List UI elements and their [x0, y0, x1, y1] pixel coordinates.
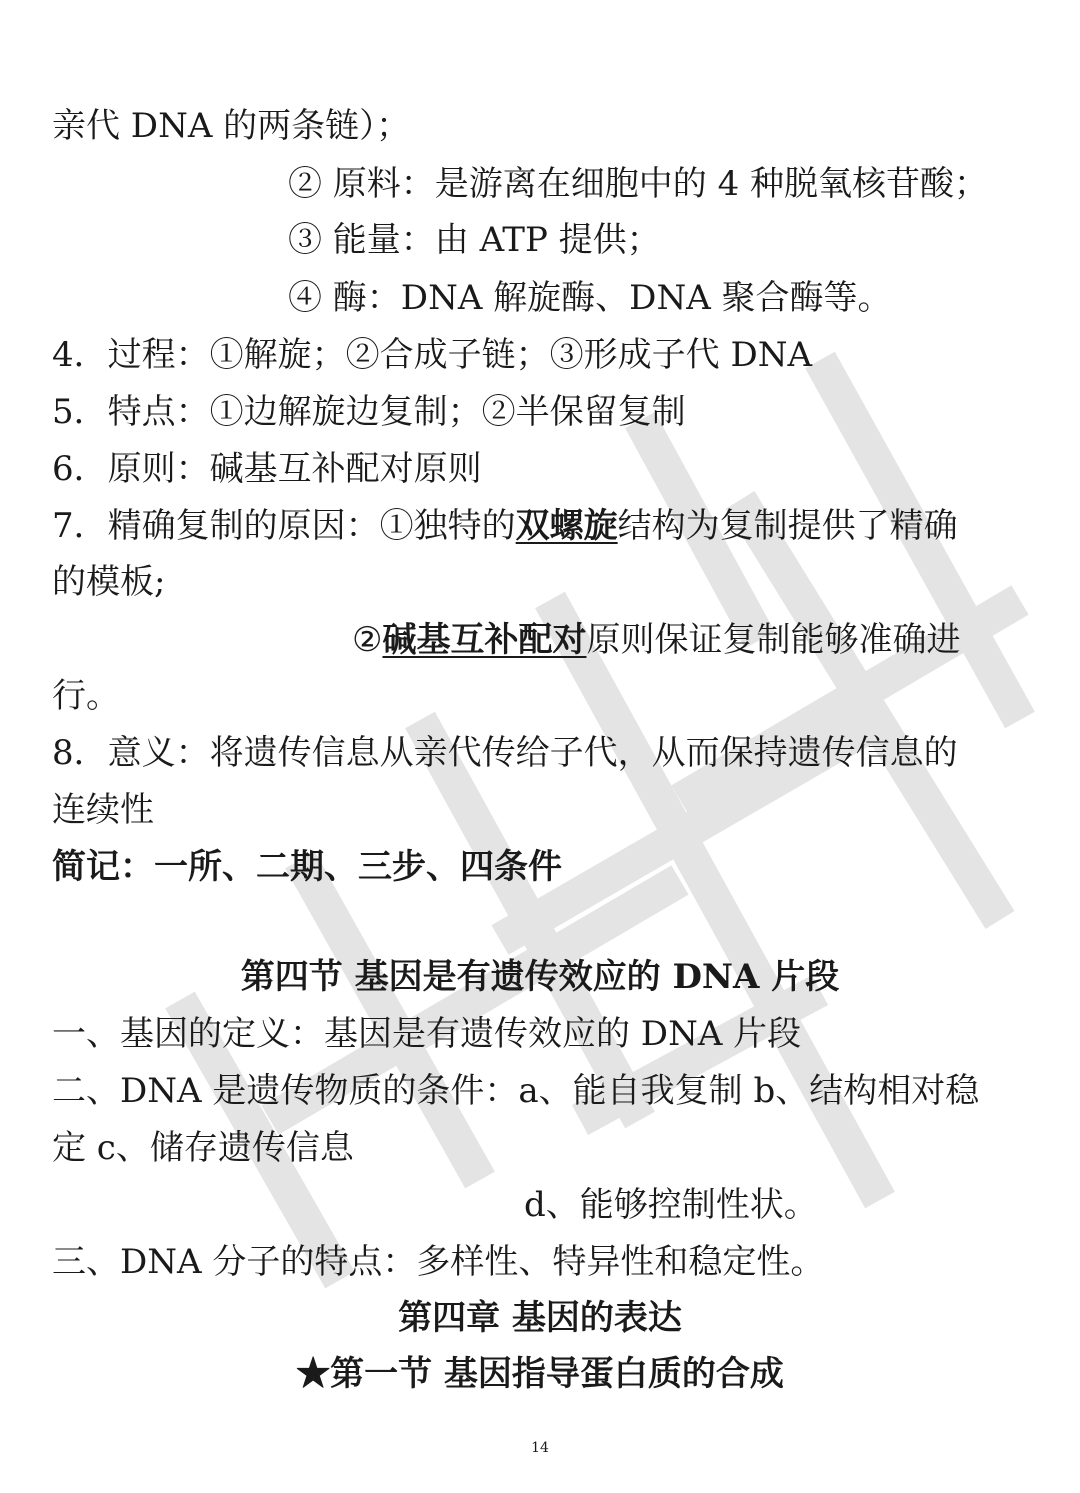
section-title: ★第一节 基因指导蛋白质的合成: [296, 1354, 784, 1394]
page-number: 14: [531, 1440, 549, 1456]
text-line-enzyme: ④ 酶：DNA 解旋酶、DNA 聚合酶等。: [288, 278, 892, 318]
text-line-principle: 6．原则：碱基互补配对原则: [52, 449, 482, 489]
text-line: 亲代 DNA 的两条链）；: [52, 106, 411, 146]
text-segment: ②: [352, 620, 383, 660]
text-line-gene-definition: 一、基因的定义：基因是有遗传效应的 DNA 片段: [52, 1014, 802, 1054]
text-line-raw-material: ② 原料：是游离在细胞中的 4 种脱氧核苷酸；: [288, 164, 989, 204]
text-line: 连续性: [52, 790, 154, 830]
underlined-term-base-pairing: 碱基互补配对: [382, 620, 587, 660]
text-line-dna-conditions: 二、DNA 是遗传物质的条件：a、能自我复制 b、结构相对稳: [52, 1071, 980, 1111]
text-line-base-pairing: [352, 618, 960, 662]
text-line: 定 c、储存遗传信息: [52, 1128, 354, 1168]
text-line-energy: ③ 能量：由 ATP 提供；: [288, 220, 661, 260]
text-line-process: 4．过程：①解旋；②合成子链；③形成子代 DNA: [52, 335, 813, 375]
text-line-significance: 8．意义：将遗传信息从亲代传给子代，从而保持遗传信息的: [52, 733, 958, 773]
text-line: 行。: [52, 676, 120, 716]
chapter-title: 第四章 基因的表达: [398, 1298, 682, 1338]
text-segment: 7．精确复制的原因：①独特的: [52, 506, 516, 546]
text-line-precise-reason: [52, 504, 958, 548]
text-line: 的模板;: [52, 562, 166, 602]
text-line-dna-features: 三、DNA 分子的特点：多样性、特异性和稳定性。: [52, 1242, 825, 1282]
section-title: 第四节 基因是有遗传效应的 DNA 片段: [240, 957, 840, 997]
text-line: d、能够控制性状。: [524, 1185, 818, 1225]
underlined-term-double-helix: 双螺旋: [515, 506, 618, 546]
text-segment: 结构为复制提供了精确: [617, 506, 958, 546]
text-line-features: 5．特点：①边解旋边复制；②半保留复制: [52, 392, 686, 432]
mnemonic-line: 简记：一所、二期、三步、四条件: [52, 847, 562, 887]
text-segment: 原则保证复制能够准确进: [586, 620, 961, 660]
